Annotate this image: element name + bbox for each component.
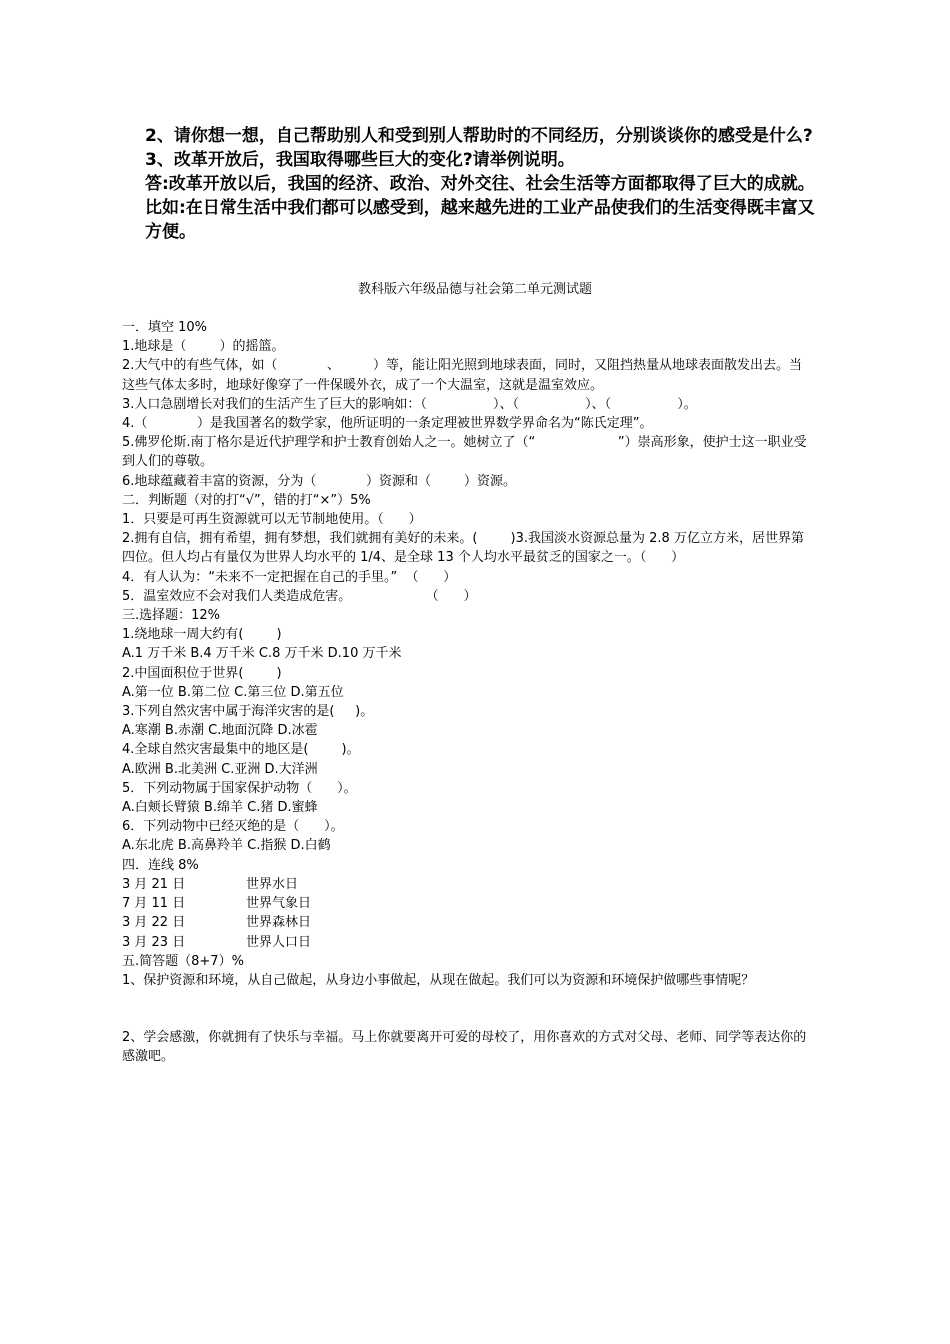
matching-day: 世界气象日 xyxy=(246,896,312,912)
choice-options-2: A.第一位 B.第二位 C.第三位 D.第五位 xyxy=(122,684,344,700)
choice-question-6: 6．下列动物中已经灭绝的是（ ）。 xyxy=(122,819,344,835)
fill-question-3: 3.人口急剧增长对我们的生活产生了巨大的影响如：（ ）、（ ）、（ ）。 xyxy=(122,396,697,412)
fill-question-2: 2.大气中的有些气体，如（ 、 ）等，能让阳光照到地球表面，同时，又阻挡热量从地球表面散发出去。当这些气体太多时，地球好像穿了一件保暖外衣，成了一个大温室，这就是温室效应。 xyxy=(122,358,803,393)
matching-date: 7 月 11 日 xyxy=(122,896,186,912)
matching-day: 世界人口日 xyxy=(246,934,312,950)
choice-options-1: A.1 万千米 B.4 万千米 C.8 万千米 D.10 万千米 xyxy=(122,646,402,662)
fill-question-6: 6.地球蕴藏着丰富的资源，分为（ ）资源和（ ）资源。 xyxy=(122,473,517,489)
matching-row xyxy=(122,875,812,894)
choice-options-5: A.白颊长臂猿 B.绵羊 C.猪 D.蜜蜂 xyxy=(122,800,318,816)
short-answer-question-2: 2、学会感激，你就拥有了快乐与幸福。马上你就要离开可爱的母校了，用你喜欢的方式对父母、老师、同学等表达你的感激吧。 xyxy=(122,1030,807,1065)
matching-row xyxy=(122,894,812,913)
short-answer-question-1: 1、保护资源和环境，从自己做起，从身边小事做起，从现在做起。我们可以为资源和环境保护做哪些事情呢？ xyxy=(122,972,755,988)
section-3-heading: 三.选择题：12% xyxy=(122,608,221,624)
judge-question-1: 1．只要是可再生资源就可以无节制地使用。（ ） xyxy=(122,512,422,528)
choice-options-4: A.欧洲 B.北美洲 C.亚洲 D.大洋洲 xyxy=(122,761,318,777)
judge-question-2-3: 2.拥有自信，拥有希望，拥有梦想，我们就拥有美好的未来。( )3.我国淡水资源总量为 2.8 万亿立方米，居世界第四位。但人均占有量仅为世界人均水平的 1/4、是全球 13 个人均水平最贫乏的国家之一。（ ） xyxy=(122,531,804,566)
judge-question-5: 5．温室效应不会对我们人类造成危害。 （ ） xyxy=(122,588,477,604)
section-5-heading: 五.简答题（8+7）% xyxy=(122,953,244,969)
exam-body xyxy=(122,318,812,1067)
fill-question-5: 5.佛罗伦斯.南丁格尔是近代护理学和护士教育创始人之一。她树立了（“ ”）崇高形象，使护士这一职业受到人们的尊敬。 xyxy=(122,435,807,470)
choice-question-1: 1.绕地球一周大约有( ) xyxy=(122,627,282,643)
matching-date: 3 月 23 日 xyxy=(122,934,186,950)
top-answer-paragraph: 答:改革开放以后，我国的经济、政治、对外交往、社会生活等方面都取得了巨大的成就。比如:在日常生活中我们都可以感受到，越来越先进的工业产品使我们的生活变得既丰富又方便。 xyxy=(145,174,815,242)
choice-question-4: 4.全球自然灾害最集中的地区是( )。 xyxy=(122,742,360,758)
section-4-heading: 四．连线 8% xyxy=(122,857,199,873)
matching-row xyxy=(122,913,812,932)
matching-date: 3 月 22 日 xyxy=(122,915,186,931)
section-1-heading: 一．填空 10% xyxy=(122,320,208,335)
choice-question-2: 2.中国面积位于世界( ) xyxy=(122,665,282,681)
matching-row xyxy=(122,933,812,952)
top-question-paragraph: 2、请你想一想，自己帮助别人和受到别人帮助时的不同经历，分别谈谈你的感受是什么?3、改革开放后，我国取得哪些巨大的变化?请举例说明。 xyxy=(145,126,813,170)
choice-options-6: A.东北虎 B.高鼻羚羊 C.指猴 D.白鹤 xyxy=(122,838,331,854)
fill-question-1: 1.地球是（ ）的摇篮。 xyxy=(122,339,285,355)
choice-options-3: A.寒潮 B.赤潮 C.地面沉降 D.冰雹 xyxy=(122,723,318,739)
answer-space xyxy=(122,990,812,1028)
matching-day: 世界森林日 xyxy=(246,915,312,931)
choice-question-3: 3.下列自然灾害中属于海洋灾害的是( )。 xyxy=(122,704,374,720)
top-answer-block xyxy=(145,124,815,244)
matching-day: 世界水日 xyxy=(246,876,299,892)
document-title: 教科版六年级品德与社会第二单元测试题 xyxy=(357,282,592,297)
judge-question-4: 4．有人认为：“未来不一定把握在自己的手里。” （ ） xyxy=(122,569,457,585)
section-2-heading: 二．判断题（对的打“√”，错的打“×”）5% xyxy=(122,492,371,508)
fill-question-4: 4.（ ）是我国著名的数学家，他所证明的一条定理被世界数学界命名为“陈氏定理”。 xyxy=(122,416,653,432)
choice-question-5: 5．下列动物属于国家保护动物（ ）。 xyxy=(122,780,357,796)
matching-date: 3 月 21 日 xyxy=(122,876,186,892)
